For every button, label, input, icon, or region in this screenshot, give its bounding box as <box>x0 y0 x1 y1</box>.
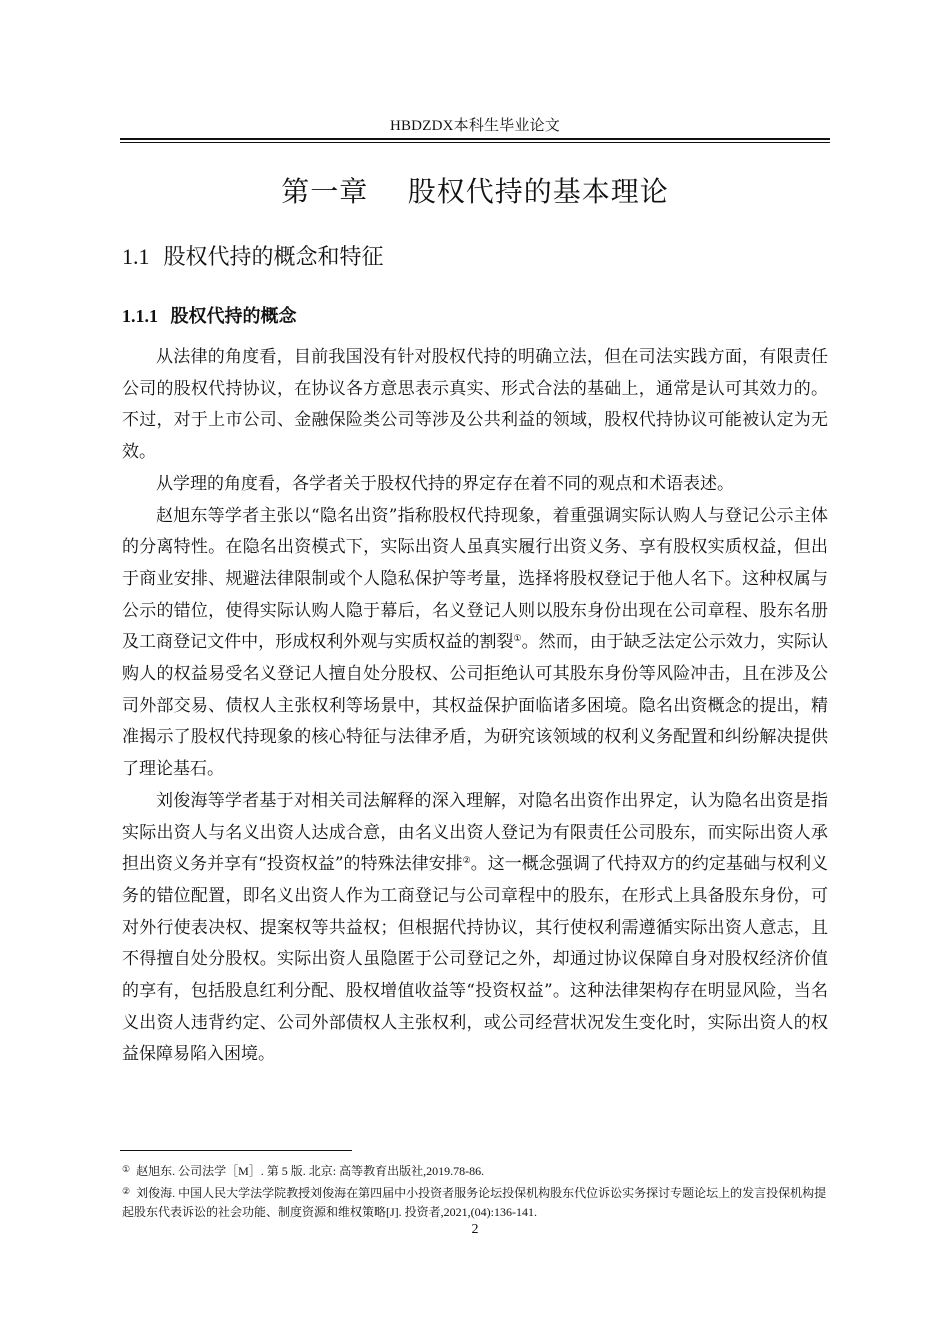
footnote-text: 刘俊海. 中国人民大学法学院教授刘俊海在第四届中小投资者服务论坛投保机构股东代位诉讼实务探讨专题论坛上的发言投保机构提起股东代表诉讼的社会功能、制度资源和维权策略[J]. 投资者,2021,(04):136-141. <box>122 1186 827 1219</box>
chapter-title: 第一章 股权代持的基本理论 <box>281 175 669 208</box>
paragraph-text: 从学理的角度看，各学者关于股权代持的界定存在着不同的观点和术语表述。 <box>156 473 734 494</box>
subsection-number: 1.1.1 <box>122 306 158 326</box>
paragraph-text-continued: 。这一概念强调了代持双方的约定基础与权利义务的错位配置，即名义出资人作为工商登记与公司章程中的股东，在形式上具备股东身份，可对外行使表决权、提案权等共益权；但根据代持协议，其行使权利需遵循实际出资人意志，且不得擅自处分股权。实际出资人虽隐匿于公司登记之外，却通过协议保障自身对股权经济价值的享有，包括股息红利分配、股权增值收益等“投资权益”。这种法律架构存在明显风险，当名义出资人违背约定、公司外部债权人主张权利，或公司经营状况发生变化时，实际出资人的权益保障易陷入困境。 <box>122 854 829 1065</box>
header-rule-thin <box>120 142 830 143</box>
page-number: 2 <box>471 1222 479 1237</box>
footnote-rule <box>120 1150 352 1151</box>
footnote-mark: ② <box>122 1186 131 1196</box>
subsection-title: 股权代持的概念 <box>170 306 297 327</box>
header-rule <box>120 138 830 140</box>
section-number: 1.1 <box>122 244 150 269</box>
paragraph-text: 赵旭东等学者主张以“隐名出资”指称股权代持现象，着重强调实际认购人与登记公示主体的分离特性。在隐名出资模式下，实际出资人虽真实履行出资义务、享有股权实质权益，但出于商业安排、规避法律限制或个人隐私保护等考量，选择将股权登记于他人名下。这种权属与公示的错位，使得实际认购人隐于幕后，名义登记人则以股东身份出现在公司章程、股东名册及工商登记文件中，形成权利外观与实质权益的割裂 <box>122 505 828 653</box>
section-heading <box>122 240 384 271</box>
paragraph <box>122 342 828 469</box>
footnote-ref[interactable]: ① <box>513 634 522 645</box>
body-text <box>122 342 828 1071</box>
running-header: HBDZDX本科生毕业论文 <box>389 118 561 134</box>
paragraph-text: 从法律的角度看，目前我国没有针对股权代持的明确立法，但在司法实践方面，有限责任公司的股权代持协议，在协议各方意思表示真实、形式合法的基础上，通常是认可其效力的。不过，对于上市公司、金融保险类公司等涉及公共利益的领域，股权代持协议可能被认定为无效。 <box>122 347 828 463</box>
subsection-heading <box>122 302 297 328</box>
paragraph-text-continued: 。然而，由于缺乏法定公示效力，实际认购人的权益易受名义登记人擅自处分股权、公司拒绝认可其股东身份等风险冲击，且在涉及公司外部交易、债权人主张权利等场景中，其权益保护面临诸多困境。隐名出资概念的提出，精准揭示了股权代持现象的核心特征与法律矛盾，为研究该领域的权利义务配置和纠纷解决提供了理论基石。 <box>122 632 829 780</box>
paragraph <box>122 786 828 1071</box>
footnote <box>122 1160 828 1181</box>
footnotes <box>122 1160 828 1223</box>
footnote-mark: ① <box>122 1164 131 1174</box>
footnote <box>122 1182 828 1222</box>
footnote-text: 赵旭东. 公司法学［M］. 第 5 版. 北京: 高等教育出版社,2019.78-86. <box>136 1164 485 1178</box>
section-title: 股权代持的概念和特征 <box>163 245 384 270</box>
footnote-ref[interactable]: ② <box>462 856 471 867</box>
paragraph <box>122 501 828 786</box>
paragraph-text: 刘俊海等学者基于对相关司法解释的深入理解，对隐名出资作出界定，认为隐名出资是指实际出资人与名义出资人达成合意，由名义出资人登记为有限责任公司股东，而实际出资人承担出资义务并享有“投资权益”的特殊法律安排 <box>122 790 828 875</box>
paragraph <box>122 469 828 501</box>
